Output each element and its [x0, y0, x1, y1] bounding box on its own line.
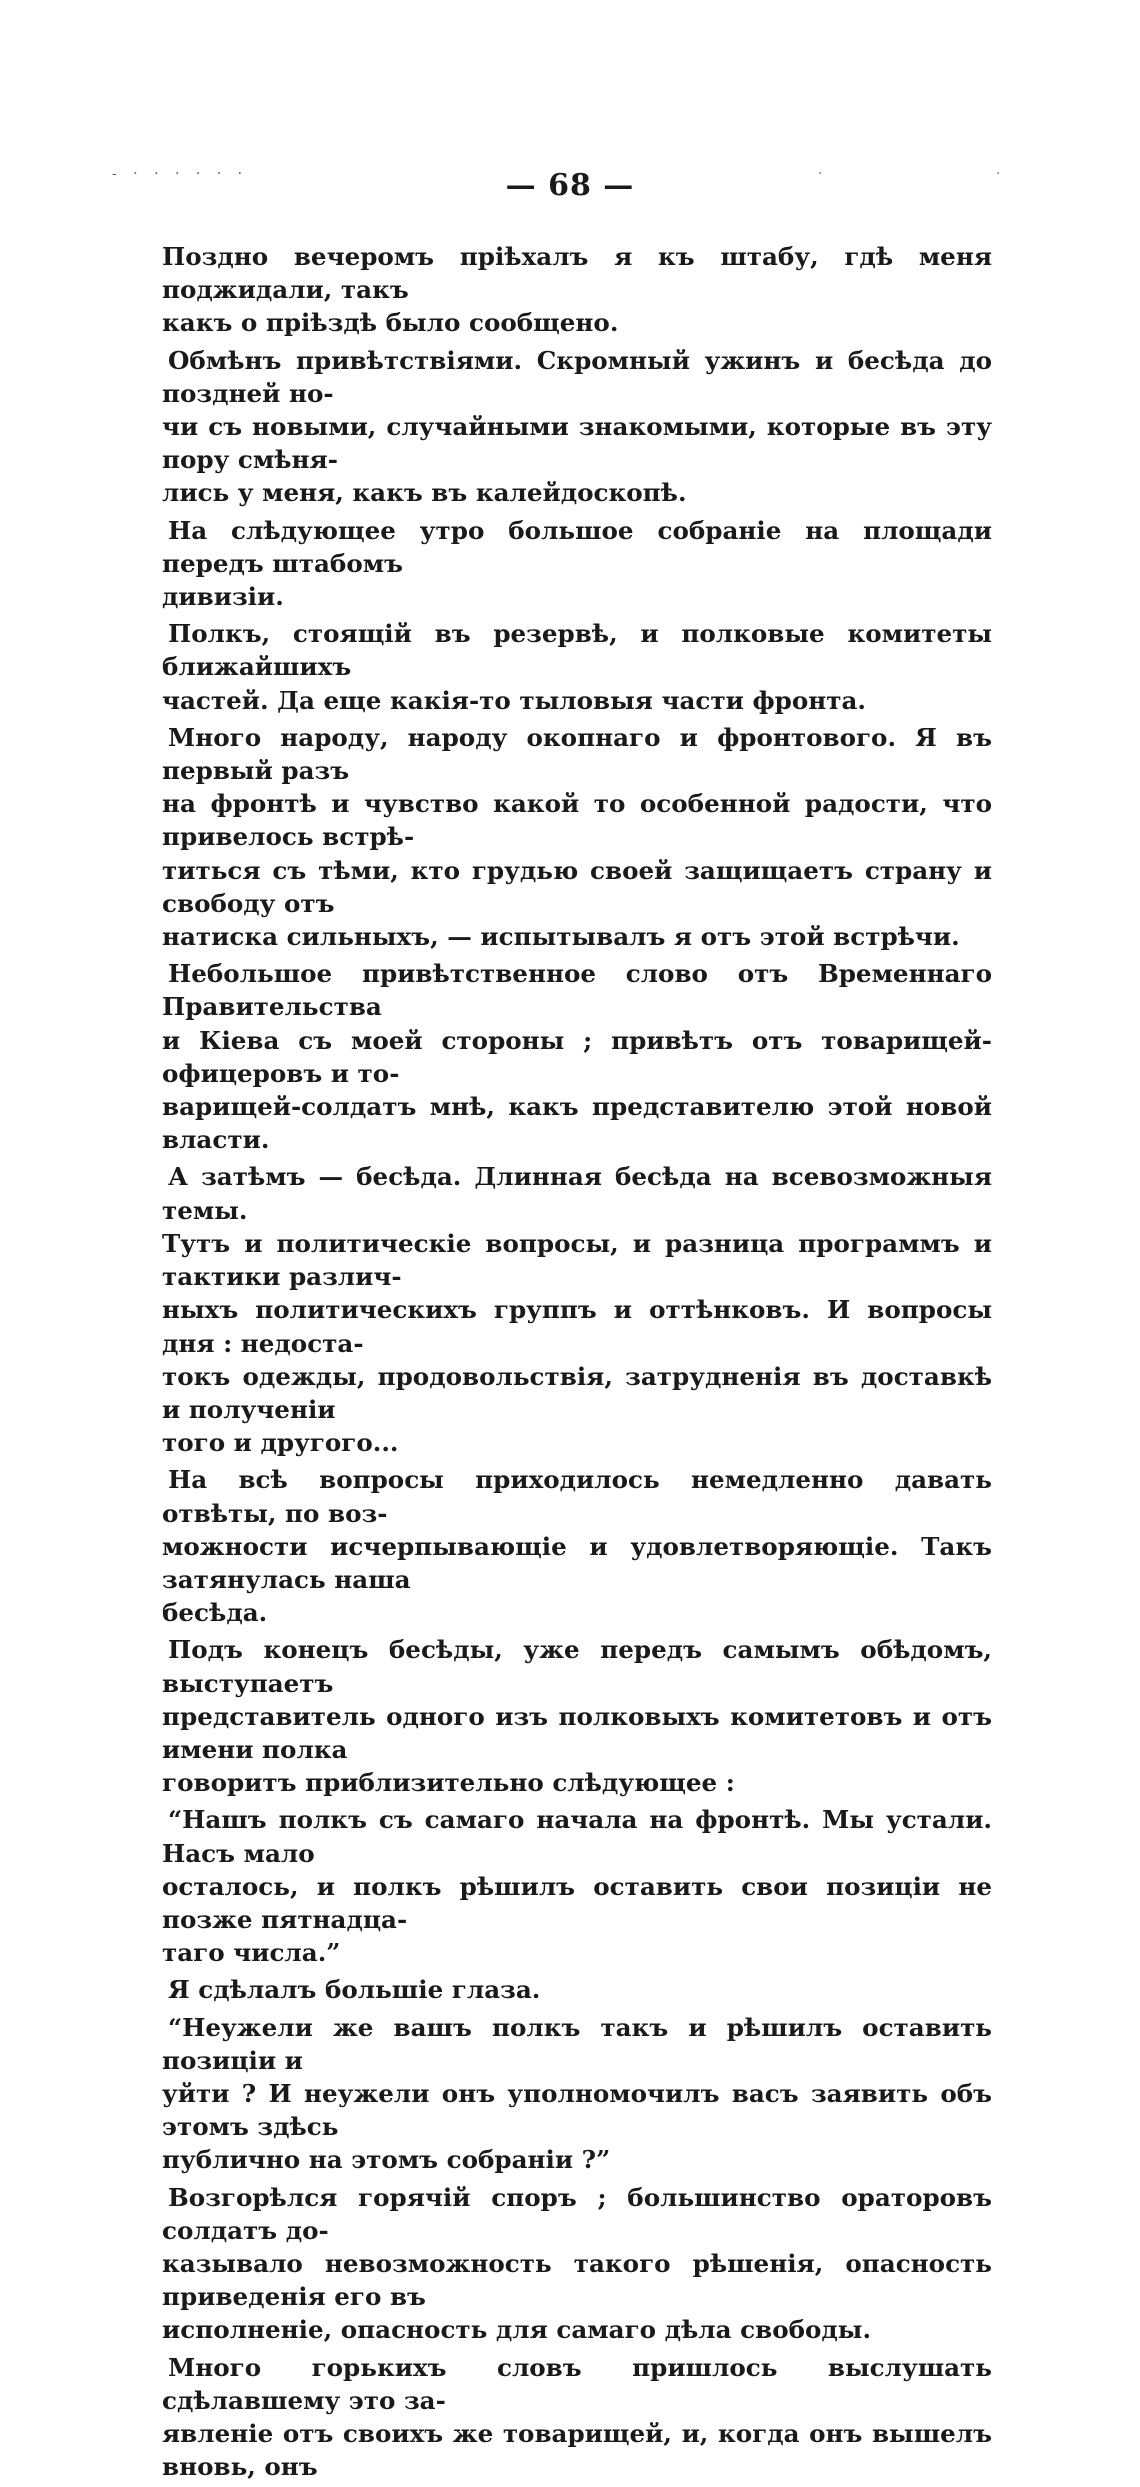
paragraph-2: Обмѣнъ привѣтствіями. Скромный ужинъ и бесѣда до поздней но- чи съ новыми, случайными знакомыми, которые въ эту пору смѣня- лись у меня, какъ въ калейдоскопѣ.	[162, 345, 992, 508]
paragraph-3: На слѣдующее утро большое собраніе на площади передъ штабомъ дивизіи.	[162, 515, 992, 612]
paragraph-5: Много народу, народу окопнаго и фронтового. Я въ первый разъ на фронтѣ и чувство какой то особенной радости, что привелось встрѣ- титься съ тѣми, кто грудью своей защищаетъ страну и свободу отъ натиска сильныхъ, — испытывалъ я отъ этой встрѣчи.	[162, 722, 992, 952]
scan-speck-right: ·	[818, 166, 823, 182]
paragraph-9: Подъ конецъ бесѣды, уже передъ самымъ обѣдомъ, выступаетъ представитель одного изъ полковыхъ комитетовъ и отъ имени полка говоритъ приблизительно слѣдующее :	[162, 1635, 992, 1798]
paragraph-6: Небольшое привѣтственное слово отъ Временнаго Правительства и Кіева съ моей стороны ; привѣтъ отъ товарищей-офицеровъ и то- варищей-солдатъ мнѣ, какъ представителю этой новой власти.	[162, 959, 992, 1155]
paragraph-12: “Неужели же вашъ полкъ такъ и рѣшилъ оставить позиціи и уйти ? И неужели онъ уполномочилъ васъ заявить объ этомъ здѣсь публично на этомъ собраніи ?”	[162, 2012, 992, 2175]
body-text	[162, 240, 992, 2487]
scan-speck-far-right: ·	[996, 166, 1001, 182]
page-number: — 68 —	[505, 168, 635, 203]
paragraph-13: Возгорѣлся горячій споръ ; большинство ораторовъ солдатъ до- казывало невозможность такого рѣшенія, опасность приведенія его въ исполненіе, опасность для самаго дѣла свободы.	[162, 2182, 992, 2345]
paragraph-1: Поздно вечеромъ пріѣхалъ я къ штабу, гдѣ меня поджидали, такъ какъ о пріѣздѣ было сообщено.	[162, 242, 992, 338]
paragraph-8: На всѣ вопросы приходилось немедленно давать отвѣты, по воз- можности исчерпывающіе и удовлетворяющіе. Такъ затянулась наша бесѣда.	[162, 1465, 992, 1628]
paragraph-11: Я сдѣлалъ большіе глаза.	[168, 1975, 541, 2005]
paragraph-14: Много горькихъ словъ пришлось выслушать сдѣлавшему это за- явленіе отъ своихъ же товарищей, и, когда онъ вышелъ вновь, онъ	[162, 2352, 992, 2482]
paragraph-10: “Нашъ полкъ съ самаго начала на фронтѣ. Мы устали. Насъ мало осталось, и полкъ рѣшилъ оставить свои позиціи не позже пятнадца- таго числа.”	[162, 1805, 992, 1968]
paragraph-7: А затѣмъ — бесѣда. Длинная бесѣда на всевозможныя темы. Тутъ и политическіе вопросы, и разница программъ и тактики различ- ныхъ политическихъ группъ и оттѣнковъ. И вопросы дня : недоста- токъ одежды, продовольствія, затрудненія въ доставкѣ и полученіи того и другого...	[162, 1162, 992, 1458]
scan-speckles-left: - · · · · · ·	[112, 166, 249, 182]
paragraph-4: Полкъ, стоящій въ резервѣ, и полковые комитеты ближайшихъ частей. Да еще какія-то тыловыя части фронта.	[162, 619, 992, 715]
